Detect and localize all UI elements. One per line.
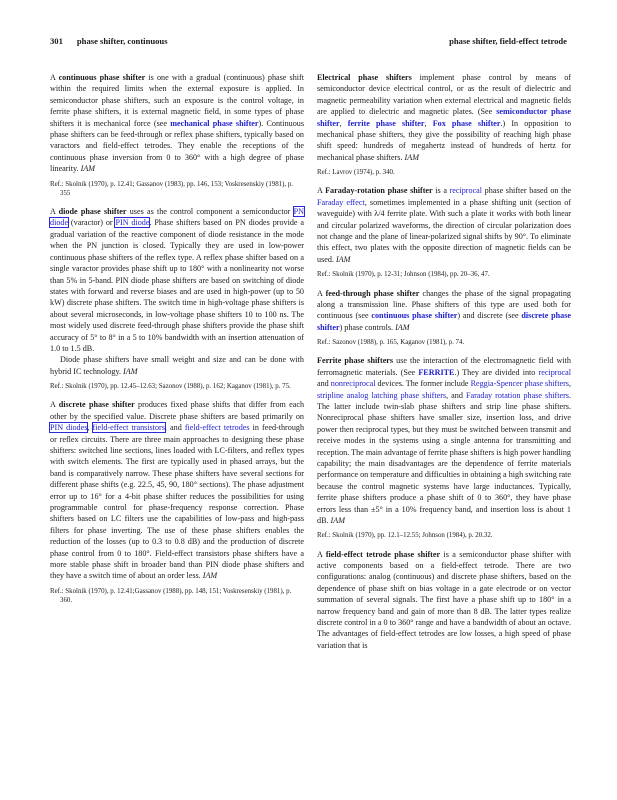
text-run: uses as the control component a semiconductor bbox=[126, 207, 294, 217]
text-run: , bbox=[339, 118, 348, 128]
author-signature: IAM bbox=[123, 366, 138, 376]
entry-text bbox=[50, 399, 304, 582]
cross-reference-link[interactable]: Faraday rotation phase shifters bbox=[465, 390, 569, 400]
entry-text bbox=[317, 72, 571, 163]
cross-reference-link[interactable]: Faraday effect bbox=[317, 197, 365, 207]
entry-term: Electrical phase shifters bbox=[317, 73, 412, 82]
text-run: A bbox=[50, 400, 59, 410]
text-run: A bbox=[50, 73, 59, 82]
entry-text bbox=[317, 549, 571, 652]
text-run: A bbox=[317, 288, 326, 298]
cross-reference-link[interactable]: Fox phase shifter bbox=[432, 118, 501, 128]
entry-reference: Ref.: Skolnik (1970), p. 12-31; Johnson (1984), pp. 20–36, 47. bbox=[317, 271, 490, 279]
text-run: A bbox=[317, 186, 326, 196]
text-run: ) phase controls. bbox=[339, 322, 396, 332]
author-signature: IAM bbox=[404, 152, 419, 162]
text-run: , bbox=[87, 423, 93, 433]
entry-term: Faraday-rotation phase shifter bbox=[325, 186, 433, 196]
text-run: .) In opposition to mechanical phase shifters, they give the possibility of reaching high phase shift speed: hundreds of megahertz instead of hundreds of hertz for mechanical phase shifters. bbox=[317, 118, 572, 162]
entry-text bbox=[317, 288, 571, 334]
entry-term: Ferrite phase shifters bbox=[317, 356, 394, 366]
author-signature: IAM bbox=[330, 516, 345, 526]
cross-reference-link[interactable]: mechanical phase shifter bbox=[170, 118, 259, 128]
cross-reference-link[interactable]: PIN diode bbox=[115, 218, 150, 228]
text-run: . The latter include twin-slab phase shifters and strip line phase shifters. Nonreciprocal phase shifters have smaller size, insertion loss, and drive power then reciprocal types, but they must be switched between transmit and receive modes in the systems using a single antenna for transmitting and reception. The main advantage of ferrite phase shifters is high power handling capability; the main disadvantages are the dependence of ferrite materials performance on temperature and difficulties in obtaining a high switching rate because the control magnetic systems have large inductances. Typically, ferrite phase shifters produce a phase shift of 0 to 360°, they have phase errors less than ±5° in a 10% frequency band, and insertion loss is about 1 dB. bbox=[317, 390, 571, 526]
cross-reference-link[interactable]: nonreciprocal bbox=[330, 379, 376, 389]
cross-reference-link[interactable]: reciprocal bbox=[538, 367, 572, 377]
entry-term: continuous phase shifter bbox=[58, 73, 146, 82]
cross-reference-link[interactable]: PN diode bbox=[50, 207, 304, 228]
cross-reference-link[interactable]: reciprocal bbox=[449, 186, 483, 196]
text-run: devices. The former include bbox=[375, 379, 471, 389]
running-header bbox=[50, 36, 567, 50]
text-run: ). Continuous phase shifters can be feed-through or reflex phase shifters, typically based on varactors and field-effect tetrodes. They enable the receptions of the continuous phase inversion from 0 to 360° with a high degree of phase linearity. bbox=[50, 118, 304, 174]
text-run: Diode phase shifters have small weight and size and can be done with hybrid IC technology. bbox=[50, 355, 304, 376]
entry-reference: Ref.: Skolnik (1970), pp. 12.1–12.55; Johnson (1984), p. 20.32. bbox=[317, 532, 493, 540]
text-run: changes the phase of the signal propagating along a transmission line. Phase shifters of this type are used both for continuous (see bbox=[317, 288, 571, 321]
entry-reference: Ref.: Sazonov (1988), p. 165, Kaganov (1981), p. 74. bbox=[317, 339, 465, 347]
text-run: in feed-through or reflex circuits. There are three main approaches to designing these phase shifters: switched line sections, lines loaded with LC-filters, and reflex types with switch elements. The first are typically used in phased arrays, but the band is comparatively narrow. These phase shifters have several sections for different phase shifts (e.g. 22.5, 45, 90, 180° sections). The phase adjustment error up to 16° for a 4-bit phase shifter reduces the possibilities for using programmable control for phase-frequency response correction. Phase shifters based on LC filters use the capabilities of low-pass and high-pass filters for phase inverting. The use of these phase shifters enables the reduction of the losses (up to 0.3 to 0.8 dB) and the production of discrete phase control from 0 to 180°. Field-effect transistors phase shifters have a more stable phase shift in broader band than PIN diode phase shifters and they have a switch time of about an order less. bbox=[50, 423, 305, 581]
entry-ferrite-phase-shifters bbox=[317, 355, 571, 540]
cross-reference-link[interactable]: semiconductor phase shifter bbox=[317, 107, 571, 128]
cross-reference-link[interactable]: discrete phase shifter bbox=[317, 311, 571, 332]
author-signature: IAM bbox=[80, 164, 96, 174]
entry-term: discrete phase shifter bbox=[58, 400, 135, 410]
text-run: (varactor) or bbox=[68, 218, 116, 228]
page-number: 301 bbox=[50, 36, 63, 46]
left-running-title: phase shifter, continuous bbox=[76, 36, 168, 46]
left-column bbox=[50, 72, 304, 613]
entry-text bbox=[50, 72, 304, 175]
cross-reference-link[interactable]: FERRITE bbox=[418, 367, 455, 377]
entry-reference: Ref.: Skolnik (1970), pp. 12.45–12.63; Sazonov (1988), p. 162; Kaganov (1981), p. 75. bbox=[50, 383, 291, 391]
text-run: is a semiconductor phase shifter with active components based on a field-effect tetrode. There are two configurations: analog (continuous) and discrete phase shifters, based on the dependence of phase shift on bias voltage in a gate electrode or on vector summation of several signals. The first have a phase shift up to 180° in a narrow frequency band and gain of more than 8 dB. The latter types realize discrete control in a 0 to 360° range and have a bandwidth of about an octave. The advantages of field-effect tetrodes are low losses, a high speed of phase variation that is bbox=[317, 549, 571, 650]
text-run: and bbox=[317, 379, 331, 389]
text-run: , sometimes implemented in a phase shifting unit (section of waveguide) with λ/4 ferrite plate. With such a plate it works with both linear and circular polarized waveforms, the direction of circular polarization does not change and the plane of linear-polarized signal shifts by 90°. To eliminate this effect, two plates with the opposite direction of magnetic fields can be used. bbox=[317, 197, 571, 264]
text-run: , bbox=[568, 379, 572, 389]
right-column bbox=[317, 72, 571, 651]
text-run: ) and discrete (see bbox=[457, 311, 522, 321]
entry-text bbox=[317, 355, 571, 526]
entry-text bbox=[50, 354, 304, 377]
entry-discrete-phase-shifter bbox=[50, 399, 304, 605]
cross-reference-link[interactable]: field-effect tetrodes bbox=[184, 423, 250, 433]
entry-reference: Ref.: Skolnik (1970), p. 12.41;Gassanov (1988), pp. 148, 151; Voskresenskiy (1981), p. 360. bbox=[50, 587, 292, 605]
right-running-title: phase shifter, field-effect tetrode bbox=[449, 36, 567, 46]
text-run: , and bbox=[164, 423, 185, 433]
text-run: is a bbox=[432, 186, 450, 196]
cross-reference-link[interactable]: continuous phase shifter bbox=[371, 311, 458, 321]
text-run: , and bbox=[446, 390, 466, 400]
author-signature: IAM bbox=[202, 571, 218, 581]
entry-text bbox=[50, 206, 304, 354]
author-signature: IAM bbox=[395, 322, 410, 332]
author-signature: IAM bbox=[335, 254, 351, 264]
text-run: is one with a gradual (continuous) phase shift within the required limits when the external exposure is applied. In semiconductor phase shifters, such an exposure is the control voltage, in ferrite phase shifters, it is external magnetic field, in some types of phase shifters it is mechanical force (see bbox=[50, 73, 304, 128]
entry-continuous-phase-shifter bbox=[50, 72, 304, 198]
entry-faraday-rotation-phase-shifter bbox=[317, 185, 571, 279]
entry-term: field-effect tetrode phase shifter bbox=[325, 549, 441, 559]
entry-term: diode phase shifter bbox=[58, 207, 127, 217]
cross-reference-link[interactable]: PIN diodes bbox=[50, 423, 88, 433]
entry-term: feed-through phase shifter bbox=[325, 288, 420, 298]
text-run: use the interaction of the electromagnetic field with ferromagnetic materials. (See bbox=[317, 356, 571, 377]
entry-text bbox=[317, 185, 571, 265]
text-run: , bbox=[424, 118, 433, 128]
text-run: A bbox=[317, 549, 326, 559]
cross-reference-link[interactable]: field-effect transistors bbox=[92, 423, 165, 433]
entry-reference: Ref.: Skolnik (1970), p. 12.41; Gassanov (1983), pp. 146, 153; Voskresenskiy (1981), p. 355 bbox=[50, 180, 294, 197]
cross-reference-link[interactable]: Reggia-Spencer phase shifters bbox=[470, 379, 569, 389]
header-left bbox=[50, 36, 168, 46]
cross-reference-link[interactable]: stripline analog latching phase shifters bbox=[317, 390, 447, 400]
entry-diode-phase-shifter bbox=[50, 206, 304, 391]
entry-electrical-phase-shifters bbox=[317, 72, 571, 177]
text-run: A bbox=[50, 207, 59, 217]
text-run: phase shifter based on the bbox=[482, 186, 572, 196]
cross-reference-link[interactable]: ferrite phase shifter bbox=[347, 118, 425, 128]
entry-field-effect-tetrode-phase-shifter bbox=[317, 549, 571, 652]
text-run: produces fixed phase shifts that differ from each other by the specified value. Discrete phase shifters are based primarily on bbox=[50, 400, 305, 421]
text-run: . Phase shifters based on PN diodes provide a gradual variation of the reactive component of diode resistance in the mode when the PN junction is closed. Typically they are used in low-power continuous phase shifters of the reflex type. A reflex phase shifter based on a single varactor provides phase shift up to 180° with a nonlinearity not worse than 5% in 5-band. PIN diode phase shifters are based on switching of diode states with forward and reverse biases and are used in high-power (up to 50 kW) discrete phase shifters. The switch time in high-voltage phase shifters is about several microseconds, in low-voltage phase shifters 10 to 100 ns. The most widely used discrete feed-through phase shifters provide the phase shift accuracy of 5° to 8° in a 5 to 10% bandwidth with an insertion attenuation of 1.0 to 1.5 dB. bbox=[50, 218, 304, 353]
text-run: .) They are divided into bbox=[454, 367, 539, 377]
entry-reference: Ref.: Lavrov (1974), p. 340. bbox=[317, 169, 395, 177]
entry-feed-through-phase-shifter bbox=[317, 288, 571, 348]
text-run: implement phase control by means of semiconductor device electrical control, or as the result of dielectric and magnetic permeability variation when external electrical and magnetic fields are applied to dielectric and magnetic plates. (See bbox=[317, 73, 571, 117]
